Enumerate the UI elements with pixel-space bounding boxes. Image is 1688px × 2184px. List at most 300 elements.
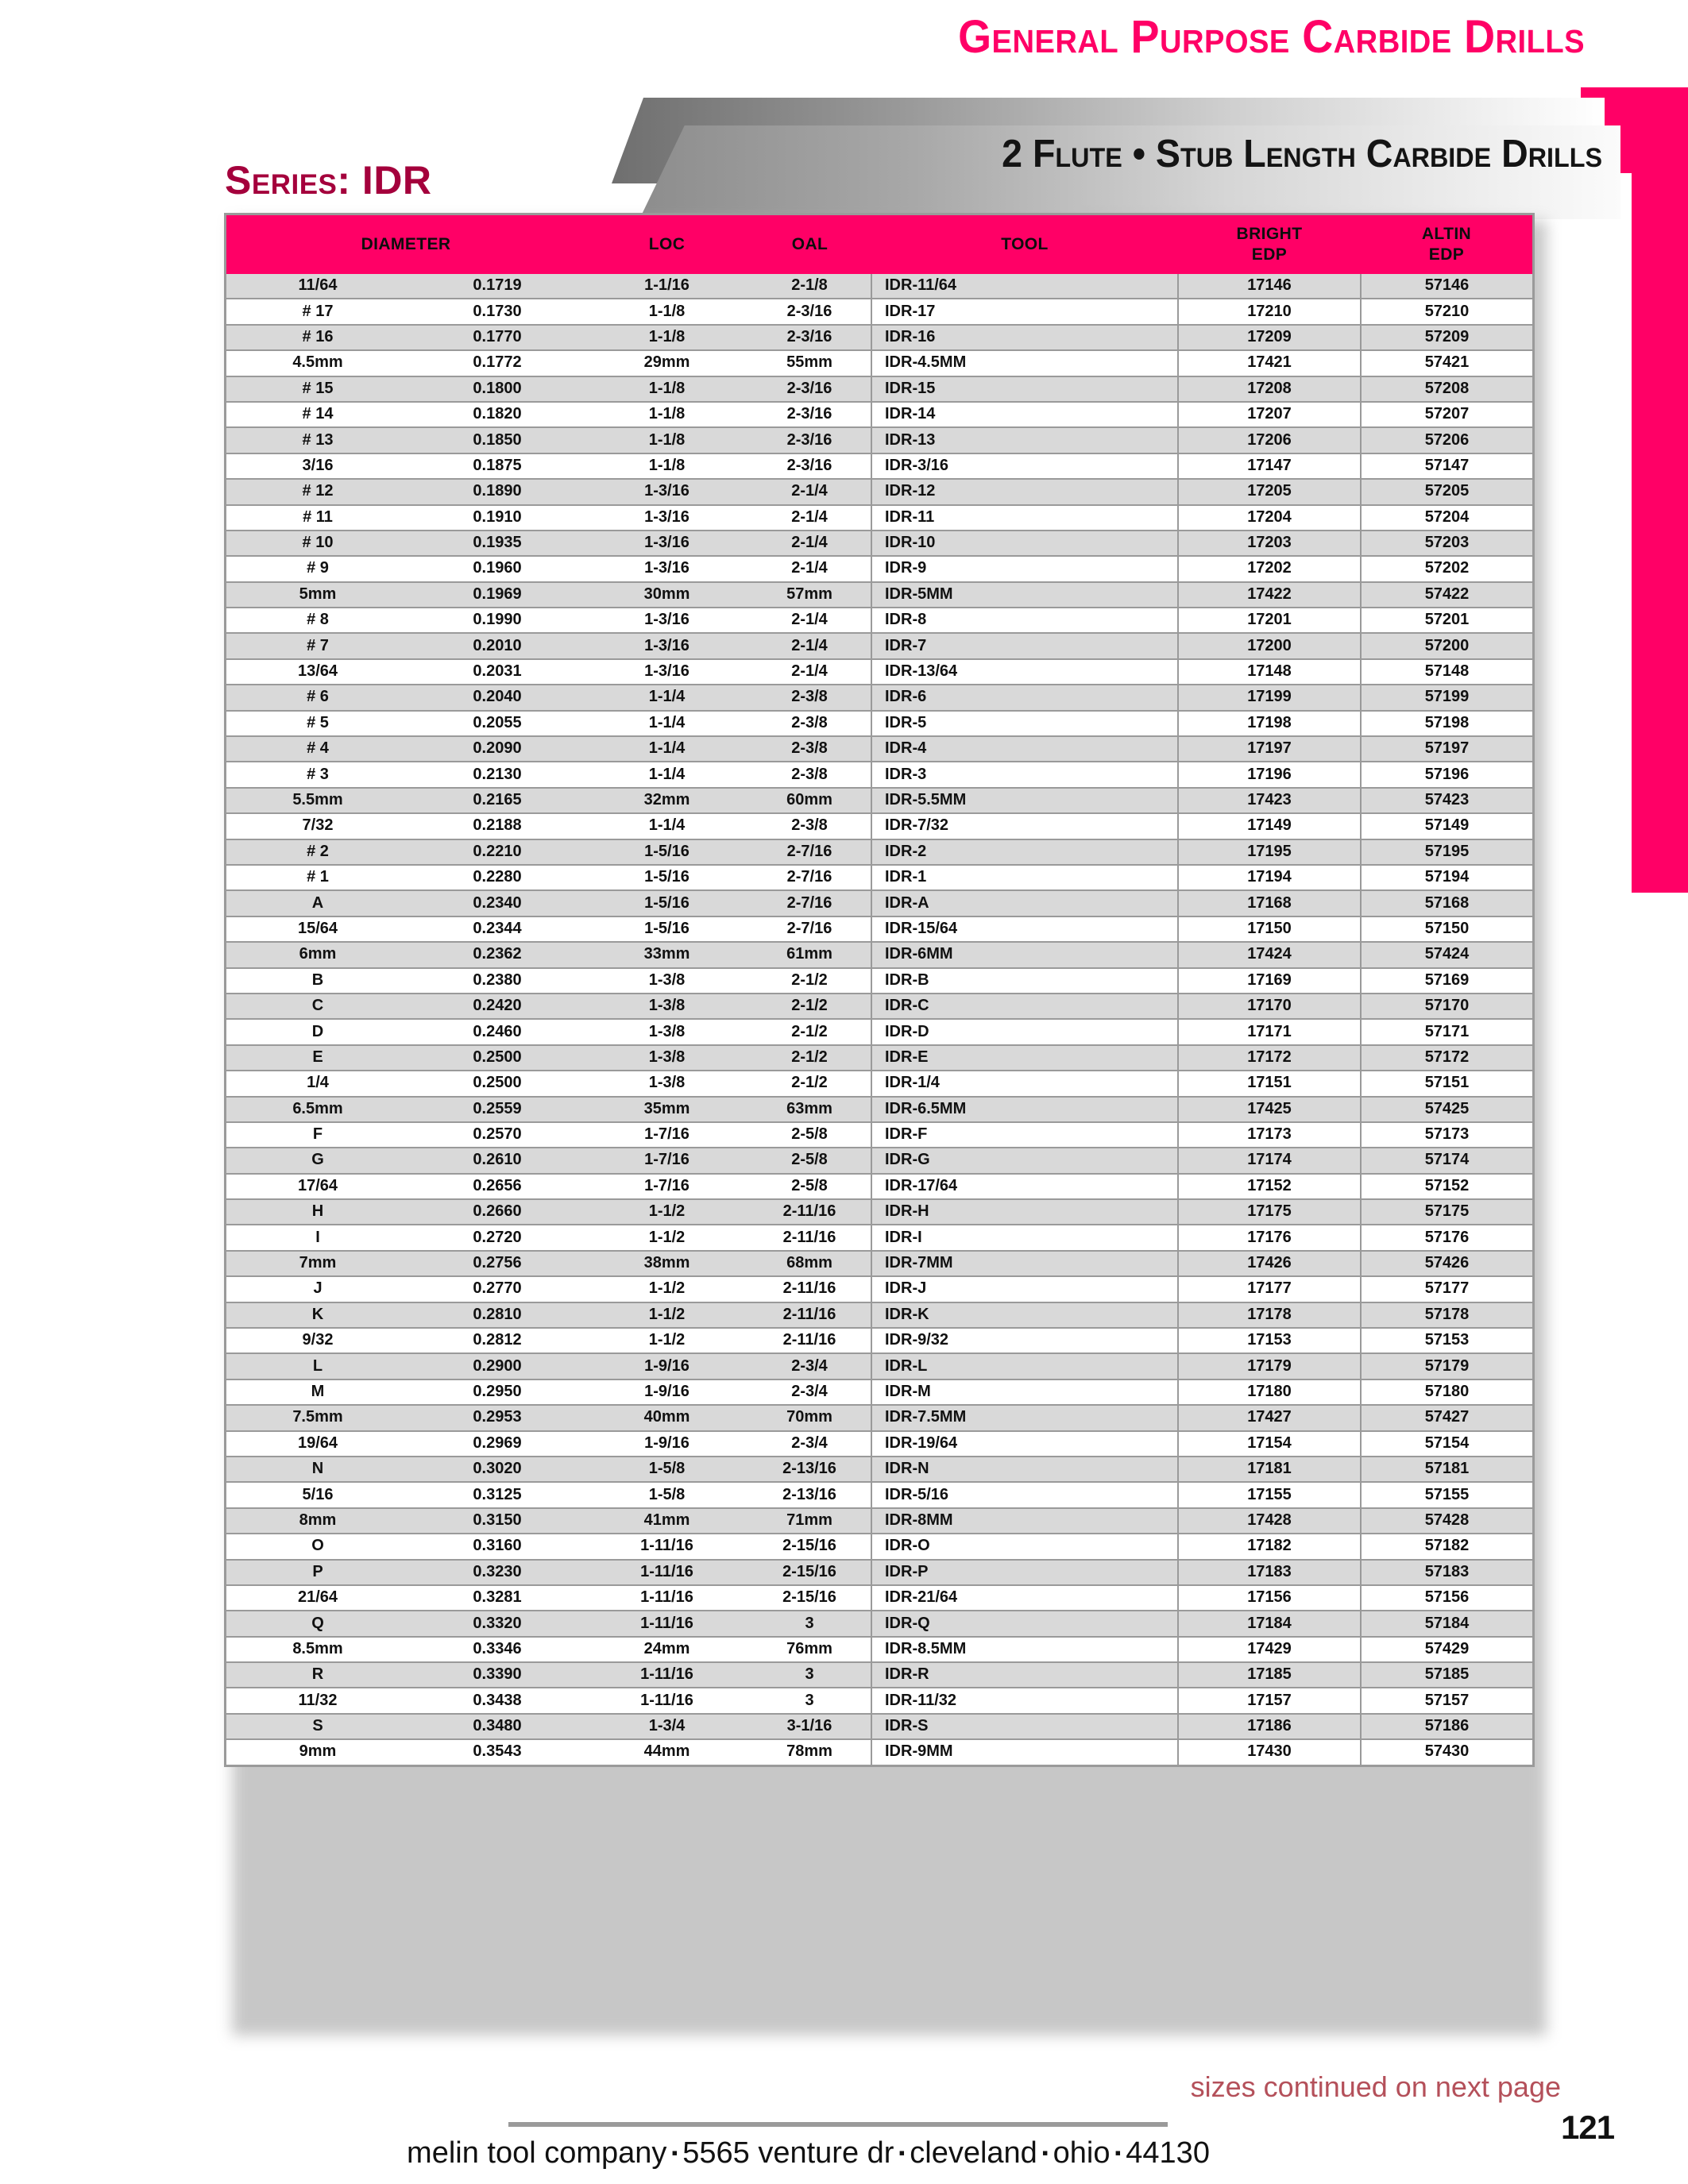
cell-decimal: 0.2559 xyxy=(409,1097,585,1122)
cell-decimal: 0.1935 xyxy=(409,531,585,556)
cell-loc: 1-1/2 xyxy=(585,1276,748,1302)
cell-tool: IDR-O xyxy=(871,1534,1178,1559)
cell-loc: 33mm xyxy=(585,942,748,967)
cell-tool: IDR-13/64 xyxy=(871,659,1178,685)
bullet-icon: ▪ xyxy=(1041,2143,1049,2163)
cell-oal: 2-1/4 xyxy=(748,556,871,581)
cell-tool: IDR-H xyxy=(871,1199,1178,1225)
cell-loc: 1-5/16 xyxy=(585,916,748,942)
cell-loc: 32mm xyxy=(585,788,748,813)
cell-bright-edp: 17182 xyxy=(1178,1534,1361,1559)
cell-loc: 1-1/4 xyxy=(585,762,748,787)
cell-oal: 2-1/2 xyxy=(748,1045,871,1071)
cell-loc: 1-1/8 xyxy=(585,299,748,324)
cell-tool: IDR-7MM xyxy=(871,1251,1178,1276)
cell-oal: 2-5/8 xyxy=(748,1122,871,1148)
cell-altin-edp: 57178 xyxy=(1361,1302,1532,1328)
cell-altin-edp: 57169 xyxy=(1361,968,1532,994)
cell-altin-edp: 57208 xyxy=(1361,376,1532,402)
cell-altin-edp: 57427 xyxy=(1361,1405,1532,1430)
cell-altin-edp: 57426 xyxy=(1361,1251,1532,1276)
company-footer xyxy=(0,2136,1617,2170)
cell-oal: 2-3/16 xyxy=(748,299,871,324)
cell-bright-edp: 17202 xyxy=(1178,556,1361,581)
cell-altin-edp: 57155 xyxy=(1361,1482,1532,1507)
cell-altin-edp: 57183 xyxy=(1361,1560,1532,1585)
cell-diameter: P xyxy=(226,1560,409,1585)
column-header-diameter: DIAMETER xyxy=(226,215,585,274)
cell-diameter: # 2 xyxy=(226,839,409,865)
cell-decimal: 0.2500 xyxy=(409,1071,585,1096)
cell-diameter: 5mm xyxy=(226,582,409,608)
cell-loc: 1-11/16 xyxy=(585,1688,748,1713)
table-row xyxy=(226,1611,1532,1636)
cell-oal: 2-3/8 xyxy=(748,762,871,787)
cell-diameter: S xyxy=(226,1714,409,1739)
cell-bright-edp: 17170 xyxy=(1178,994,1361,1019)
cell-decimal: 0.2460 xyxy=(409,1019,585,1044)
cell-loc: 1-9/16 xyxy=(585,1353,748,1379)
cell-decimal: 0.2900 xyxy=(409,1353,585,1379)
cell-bright-edp: 17203 xyxy=(1178,531,1361,556)
table-row xyxy=(226,1534,1532,1559)
cell-loc: 1-3/8 xyxy=(585,1071,748,1096)
table-row xyxy=(226,1739,1532,1764)
cell-diameter: # 7 xyxy=(226,633,409,658)
table-row xyxy=(226,1174,1532,1199)
cell-loc: 41mm xyxy=(585,1508,748,1534)
cell-oal: 2-3/4 xyxy=(748,1353,871,1379)
cell-bright-edp: 17427 xyxy=(1178,1405,1361,1430)
cell-oal: 2-7/16 xyxy=(748,865,871,890)
cell-oal: 57mm xyxy=(748,582,871,608)
cell-tool: IDR-5/16 xyxy=(871,1482,1178,1507)
cell-bright-edp: 17149 xyxy=(1178,813,1361,839)
cell-bright-edp: 17423 xyxy=(1178,788,1361,813)
cell-decimal: 0.2362 xyxy=(409,942,585,967)
cell-decimal: 0.1772 xyxy=(409,350,585,376)
cell-oal: 2-1/4 xyxy=(748,633,871,658)
cell-decimal: 0.3543 xyxy=(409,1739,585,1764)
cell-altin-edp: 57148 xyxy=(1361,659,1532,685)
table-row xyxy=(226,942,1532,967)
cell-oal: 2-7/16 xyxy=(748,890,871,916)
cell-bright-edp: 17148 xyxy=(1178,659,1361,685)
cell-decimal: 0.3346 xyxy=(409,1637,585,1662)
cell-diameter: # 12 xyxy=(226,479,409,504)
cell-loc: 1-1/2 xyxy=(585,1328,748,1353)
cell-tool: IDR-21/64 xyxy=(871,1585,1178,1611)
table-row xyxy=(226,839,1532,865)
cell-decimal: 0.2010 xyxy=(409,633,585,658)
cell-loc: 1-3/16 xyxy=(585,633,748,658)
table-row xyxy=(226,479,1532,504)
cell-loc: 1-1/8 xyxy=(585,376,748,402)
table-row xyxy=(226,659,1532,685)
cell-bright-edp: 17207 xyxy=(1178,402,1361,427)
cell-loc: 1-1/4 xyxy=(585,685,748,710)
cell-oal: 2-7/16 xyxy=(748,916,871,942)
cell-bright-edp: 17422 xyxy=(1178,582,1361,608)
company-state: ohio xyxy=(1053,2136,1111,2170)
table-row xyxy=(226,1148,1532,1173)
cell-decimal: 0.2420 xyxy=(409,994,585,1019)
cell-bright-edp: 17185 xyxy=(1178,1662,1361,1688)
cell-decimal: 0.2210 xyxy=(409,839,585,865)
cell-loc: 40mm xyxy=(585,1405,748,1430)
cell-tool: IDR-13 xyxy=(871,427,1178,453)
cell-bright-edp: 17198 xyxy=(1178,711,1361,736)
cell-bright-edp: 17428 xyxy=(1178,1508,1361,1534)
cell-altin-edp: 57424 xyxy=(1361,942,1532,967)
cell-bright-edp: 17157 xyxy=(1178,1688,1361,1713)
cell-decimal: 0.2031 xyxy=(409,659,585,685)
cell-diameter: 7/32 xyxy=(226,813,409,839)
cell-oal: 3 xyxy=(748,1688,871,1713)
table-header-row xyxy=(226,215,1532,274)
cell-loc: 1-3/4 xyxy=(585,1714,748,1739)
cell-tool: IDR-17 xyxy=(871,299,1178,324)
cell-decimal: 0.1800 xyxy=(409,376,585,402)
cell-decimal: 0.2165 xyxy=(409,788,585,813)
cell-altin-edp: 57170 xyxy=(1361,994,1532,1019)
cell-bright-edp: 17194 xyxy=(1178,865,1361,890)
cell-loc: 1-5/16 xyxy=(585,839,748,865)
cell-oal: 78mm xyxy=(748,1739,871,1764)
cell-bright-edp: 17183 xyxy=(1178,1560,1361,1585)
cell-tool: IDR-1 xyxy=(871,865,1178,890)
cell-tool: IDR-11 xyxy=(871,505,1178,531)
column-header-bright-edp-line1: BRIGHT xyxy=(1236,224,1303,243)
cell-bright-edp: 17196 xyxy=(1178,762,1361,787)
column-header-altin-edp xyxy=(1361,215,1532,274)
cell-diameter: # 1 xyxy=(226,865,409,890)
cell-altin-edp: 57207 xyxy=(1361,402,1532,427)
cell-decimal: 0.3160 xyxy=(409,1534,585,1559)
cell-diameter: 3/16 xyxy=(226,453,409,479)
drill-specification-table-container xyxy=(224,213,1535,1767)
cell-altin-edp: 57149 xyxy=(1361,813,1532,839)
cell-altin-edp: 57154 xyxy=(1361,1431,1532,1457)
cell-bright-edp: 17425 xyxy=(1178,1097,1361,1122)
cell-diameter: L xyxy=(226,1353,409,1379)
cell-diameter: 11/64 xyxy=(226,274,409,299)
cell-diameter: J xyxy=(226,1276,409,1302)
cell-decimal: 0.1990 xyxy=(409,608,585,633)
table-row xyxy=(226,350,1532,376)
table-row xyxy=(226,968,1532,994)
cell-tool: IDR-5.5MM xyxy=(871,788,1178,813)
cell-diameter: # 5 xyxy=(226,711,409,736)
continued-note: sizes continued on next page xyxy=(1190,2070,1561,2103)
table-row xyxy=(226,890,1532,916)
cell-altin-edp: 57182 xyxy=(1361,1534,1532,1559)
table-row xyxy=(226,299,1532,324)
cell-altin-edp: 57156 xyxy=(1361,1585,1532,1611)
cell-bright-edp: 17181 xyxy=(1178,1457,1361,1482)
cell-loc: 1-11/16 xyxy=(585,1611,748,1636)
cell-oal: 61mm xyxy=(748,942,871,967)
cell-diameter: 19/64 xyxy=(226,1431,409,1457)
cell-altin-edp: 57146 xyxy=(1361,274,1532,299)
column-header-oal: OAL xyxy=(748,215,871,274)
table-row xyxy=(226,1071,1532,1096)
table-row xyxy=(226,531,1532,556)
cell-tool: IDR-R xyxy=(871,1662,1178,1688)
page-number: 121 xyxy=(1561,2109,1615,2146)
cell-loc: 1-1/8 xyxy=(585,427,748,453)
cell-diameter: 11/32 xyxy=(226,1688,409,1713)
cell-oal: 76mm xyxy=(748,1637,871,1662)
cell-decimal: 0.2969 xyxy=(409,1431,585,1457)
cell-decimal: 0.3480 xyxy=(409,1714,585,1739)
cell-tool: IDR-E xyxy=(871,1045,1178,1071)
cell-bright-edp: 17146 xyxy=(1178,274,1361,299)
cell-tool: IDR-4.5MM xyxy=(871,350,1178,376)
cell-oal: 2-1/2 xyxy=(748,1071,871,1096)
table-row xyxy=(226,1328,1532,1353)
cell-loc: 1-1/2 xyxy=(585,1302,748,1328)
table-row xyxy=(226,402,1532,427)
cell-diameter: 6.5mm xyxy=(226,1097,409,1122)
cell-oal: 2-3/16 xyxy=(748,453,871,479)
cell-decimal: 0.2280 xyxy=(409,865,585,890)
cell-bright-edp: 17178 xyxy=(1178,1302,1361,1328)
cell-diameter: 7mm xyxy=(226,1251,409,1276)
cell-altin-edp: 57202 xyxy=(1361,556,1532,581)
page-index-tab-stem xyxy=(1632,173,1688,893)
cell-bright-edp: 17186 xyxy=(1178,1714,1361,1739)
cell-altin-edp: 57201 xyxy=(1361,608,1532,633)
cell-loc: 1-5/8 xyxy=(585,1457,748,1482)
cell-decimal: 0.2756 xyxy=(409,1251,585,1276)
page-title: General Purpose Carbide Drills xyxy=(958,11,1585,63)
cell-tool: IDR-11/64 xyxy=(871,274,1178,299)
cell-bright-edp: 17430 xyxy=(1178,1739,1361,1764)
cell-diameter: F xyxy=(226,1122,409,1148)
cell-oal: 3 xyxy=(748,1611,871,1636)
cell-diameter: E xyxy=(226,1045,409,1071)
cell-decimal: 0.2812 xyxy=(409,1328,585,1353)
cell-oal: 2-3/8 xyxy=(748,813,871,839)
cell-tool: IDR-3/16 xyxy=(871,453,1178,479)
page-subtitle: 2 Flute • Stub Length Carbide Drills xyxy=(1002,133,1602,176)
cell-oal: 2-3/16 xyxy=(748,402,871,427)
cell-bright-edp: 17195 xyxy=(1178,839,1361,865)
cell-oal: 2-15/16 xyxy=(748,1534,871,1559)
cell-decimal: 0.1820 xyxy=(409,402,585,427)
cell-tool: IDR-15/64 xyxy=(871,916,1178,942)
cell-bright-edp: 17206 xyxy=(1178,427,1361,453)
cell-oal: 2-15/16 xyxy=(748,1585,871,1611)
cell-oal: 2-1/4 xyxy=(748,531,871,556)
cell-loc: 1-7/16 xyxy=(585,1148,748,1173)
cell-decimal: 0.2610 xyxy=(409,1148,585,1173)
cell-diameter: 15/64 xyxy=(226,916,409,942)
table-row xyxy=(226,1199,1532,1225)
table-row xyxy=(226,376,1532,402)
cell-tool: IDR-11/32 xyxy=(871,1688,1178,1713)
cell-oal: 2-11/16 xyxy=(748,1199,871,1225)
series-label: Series: IDR xyxy=(225,158,432,203)
cell-tool: IDR-9/32 xyxy=(871,1328,1178,1353)
cell-loc: 38mm xyxy=(585,1251,748,1276)
cell-diameter: Q xyxy=(226,1611,409,1636)
cell-diameter: # 17 xyxy=(226,299,409,324)
cell-altin-edp: 57173 xyxy=(1361,1122,1532,1148)
cell-oal: 70mm xyxy=(748,1405,871,1430)
cell-oal: 68mm xyxy=(748,1251,871,1276)
table-row xyxy=(226,1302,1532,1328)
cell-bright-edp: 17154 xyxy=(1178,1431,1361,1457)
cell-oal: 3 xyxy=(748,1662,871,1688)
cell-bright-edp: 17184 xyxy=(1178,1611,1361,1636)
cell-diameter: N xyxy=(226,1457,409,1482)
cell-loc: 1-11/16 xyxy=(585,1662,748,1688)
cell-bright-edp: 17177 xyxy=(1178,1276,1361,1302)
cell-altin-edp: 57196 xyxy=(1361,762,1532,787)
cell-oal: 2-7/16 xyxy=(748,839,871,865)
cell-tool: IDR-12 xyxy=(871,479,1178,504)
cell-altin-edp: 57157 xyxy=(1361,1688,1532,1713)
table-row xyxy=(226,1405,1532,1430)
table-row xyxy=(226,274,1532,299)
cell-decimal: 0.2090 xyxy=(409,736,585,762)
cell-oal: 2-1/2 xyxy=(748,968,871,994)
cell-bright-edp: 17168 xyxy=(1178,890,1361,916)
table-row xyxy=(226,556,1532,581)
cell-tool: IDR-4 xyxy=(871,736,1178,762)
cell-loc: 30mm xyxy=(585,582,748,608)
cell-oal: 2-15/16 xyxy=(748,1560,871,1585)
cell-oal: 2-3/8 xyxy=(748,736,871,762)
cell-diameter: 5/16 xyxy=(226,1482,409,1507)
table-row xyxy=(226,505,1532,531)
table-row xyxy=(226,1097,1532,1122)
cell-altin-edp: 57184 xyxy=(1361,1611,1532,1636)
table-row xyxy=(226,325,1532,350)
cell-loc: 1-3/8 xyxy=(585,1019,748,1044)
cell-altin-edp: 57168 xyxy=(1361,890,1532,916)
cell-tool: IDR-A xyxy=(871,890,1178,916)
cell-decimal: 0.1770 xyxy=(409,325,585,350)
cell-tool: IDR-7 xyxy=(871,633,1178,658)
cell-tool: IDR-15 xyxy=(871,376,1178,402)
table-row xyxy=(226,736,1532,762)
cell-decimal: 0.1969 xyxy=(409,582,585,608)
cell-loc: 1-11/16 xyxy=(585,1585,748,1611)
bullet-icon: ▪ xyxy=(898,2143,906,2163)
cell-loc: 1-1/4 xyxy=(585,736,748,762)
cell-loc: 1-5/16 xyxy=(585,890,748,916)
cell-loc: 29mm xyxy=(585,350,748,376)
cell-tool: IDR-5MM xyxy=(871,582,1178,608)
cell-tool: IDR-M xyxy=(871,1379,1178,1405)
cell-bright-edp: 17209 xyxy=(1178,325,1361,350)
cell-decimal: 0.3320 xyxy=(409,1611,585,1636)
cell-bright-edp: 17424 xyxy=(1178,942,1361,967)
company-address: 5565 venture dr xyxy=(682,2136,894,2170)
cell-oal: 2-11/16 xyxy=(748,1225,871,1250)
cell-oal: 60mm xyxy=(748,788,871,813)
cell-oal: 2-3/4 xyxy=(748,1379,871,1405)
cell-bright-edp: 17205 xyxy=(1178,479,1361,504)
table-row xyxy=(226,1276,1532,1302)
cell-diameter: M xyxy=(226,1379,409,1405)
cell-oal: 2-13/16 xyxy=(748,1482,871,1507)
cell-decimal: 0.2660 xyxy=(409,1199,585,1225)
table-row xyxy=(226,633,1532,658)
table-row xyxy=(226,788,1532,813)
cell-tool: IDR-9MM xyxy=(871,1739,1178,1764)
cell-altin-edp: 57429 xyxy=(1361,1637,1532,1662)
cell-bright-edp: 17152 xyxy=(1178,1174,1361,1199)
column-header-bright-edp-line2: EDP xyxy=(1251,245,1288,264)
table-row xyxy=(226,1585,1532,1611)
cell-decimal: 0.3390 xyxy=(409,1662,585,1688)
cell-diameter: 17/64 xyxy=(226,1174,409,1199)
cell-decimal: 0.2380 xyxy=(409,968,585,994)
cell-tool: IDR-17/64 xyxy=(871,1174,1178,1199)
cell-decimal: 0.2055 xyxy=(409,711,585,736)
cell-altin-edp: 57423 xyxy=(1361,788,1532,813)
cell-loc: 1-3/16 xyxy=(585,531,748,556)
table-row xyxy=(226,1045,1532,1071)
drill-specification-table xyxy=(226,215,1532,1765)
cell-tool: IDR-7.5MM xyxy=(871,1405,1178,1430)
cell-decimal: 0.1910 xyxy=(409,505,585,531)
table-row xyxy=(226,865,1532,890)
cell-altin-edp: 57180 xyxy=(1361,1379,1532,1405)
cell-tool: IDR-6 xyxy=(871,685,1178,710)
cell-decimal: 0.1960 xyxy=(409,556,585,581)
table-row xyxy=(226,762,1532,787)
cell-tool: IDR-8MM xyxy=(871,1508,1178,1534)
cell-loc: 1-3/16 xyxy=(585,556,748,581)
table-row xyxy=(226,1662,1532,1688)
cell-altin-edp: 57171 xyxy=(1361,1019,1532,1044)
table-row xyxy=(226,1560,1532,1585)
cell-bright-edp: 17174 xyxy=(1178,1148,1361,1173)
cell-bright-edp: 17429 xyxy=(1178,1637,1361,1662)
table-row xyxy=(226,1482,1532,1507)
cell-oal: 2-3/8 xyxy=(748,685,871,710)
cell-diameter: 13/64 xyxy=(226,659,409,685)
cell-altin-edp: 57421 xyxy=(1361,350,1532,376)
cell-tool: IDR-S xyxy=(871,1714,1178,1739)
cell-diameter: D xyxy=(226,1019,409,1044)
cell-altin-edp: 57153 xyxy=(1361,1328,1532,1353)
cell-diameter: 7.5mm xyxy=(226,1405,409,1430)
table-row xyxy=(226,1508,1532,1534)
table-row xyxy=(226,994,1532,1019)
cell-bright-edp: 17156 xyxy=(1178,1585,1361,1611)
cell-decimal: 0.2656 xyxy=(409,1174,585,1199)
cell-loc: 1-5/8 xyxy=(585,1482,748,1507)
cell-tool: IDR-2 xyxy=(871,839,1178,865)
cell-altin-edp: 57205 xyxy=(1361,479,1532,504)
cell-decimal: 0.2344 xyxy=(409,916,585,942)
cell-diameter: 8mm xyxy=(226,1508,409,1534)
cell-altin-edp: 57210 xyxy=(1361,299,1532,324)
table-row xyxy=(226,916,1532,942)
cell-bright-edp: 17169 xyxy=(1178,968,1361,994)
cell-diameter: 5.5mm xyxy=(226,788,409,813)
column-header-tool: TOOL xyxy=(871,215,1178,274)
cell-diameter: 8.5mm xyxy=(226,1637,409,1662)
cell-altin-edp: 57152 xyxy=(1361,1174,1532,1199)
cell-loc: 1-3/16 xyxy=(585,659,748,685)
